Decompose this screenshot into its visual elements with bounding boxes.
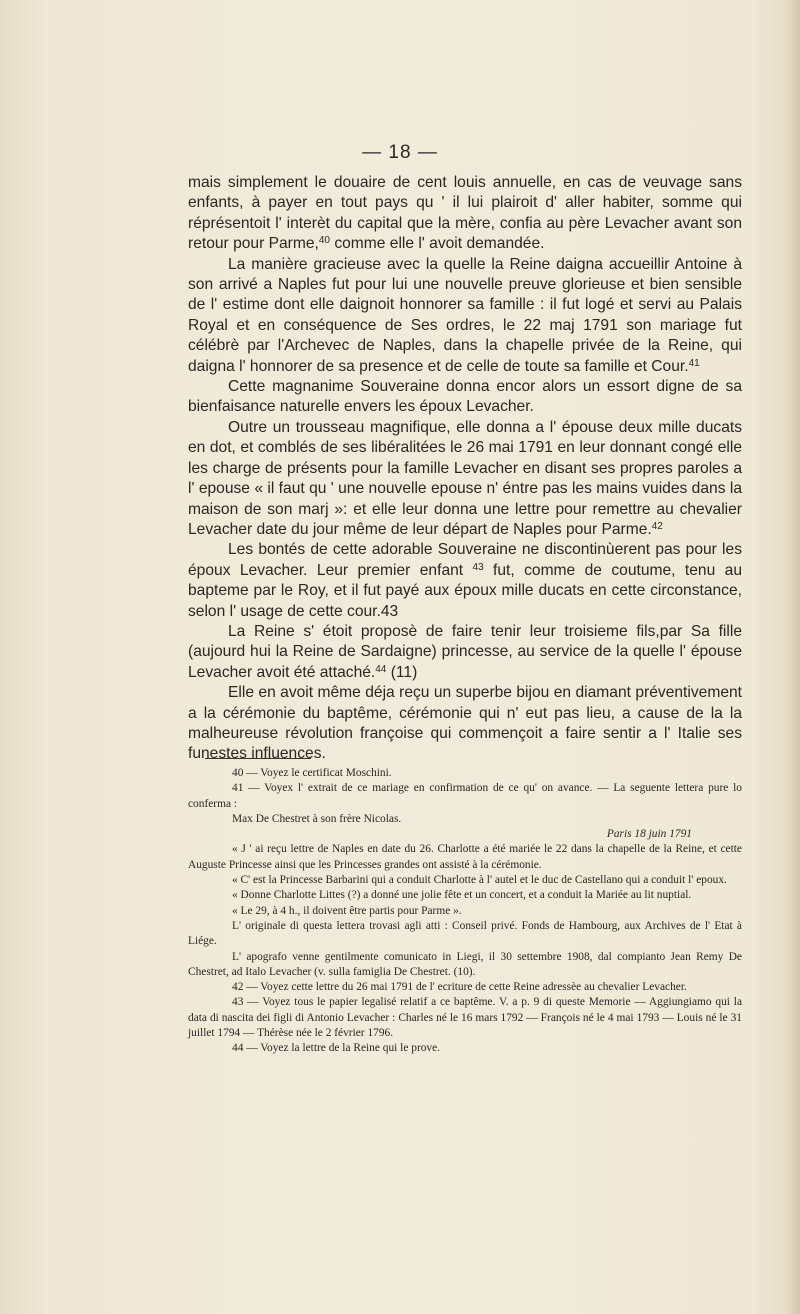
footnote: « J ' ai reçu lettre de Naples en date du 26. Charlotte a été mariée le 22 dans la chapelle de la Reine, et cette Auguste Princesse ainsi que les Princesses grandes ont assisté à la cérémonie. [188,843,742,871]
paragraph [188,377,742,418]
paragraph-text: Outre un trousseau magnifique, elle donna a l' épouse deux mille ducats en dot, et comblés de ses libéralitées le 26 mai 1791 en leur donnant congé elle les charge de présents pour la famille Levacher en disant ses propres paroles a l' epouse « il faut qu ' une nouvelle epouse n' éntre pas les mains vuides dans la maison de son marj »: et elle leur donna une lettre pour remettre au chevalier Levacher date du jour même de leur départ de Naples pour Parme. [188,418,742,538]
footnote: 44 — Voyez la lettre de la Reine qui le prove. [232,1042,441,1055]
main-text [188,173,742,765]
footnote-ref: 43 [472,561,484,573]
footnote: L' originale di questa lettera trovasi agli atti : Conseil privé. Fonds de Hambourg, aux Archives de l' Etat à Liége. [188,919,742,948]
footnote: 40 — Voyez le certificat Moschini. [232,767,392,779]
footnote: 41 — Voyex l' extrait de ce mariage en confirmation de ce qu' on avance. — La seguente lettera pure lo conferma : [188,782,742,810]
paragraph [188,683,742,765]
paragraph [188,255,742,377]
paragraph-text: comme elle l' avoit demandée. [330,235,545,253]
footnote: « C' est la Princesse Barbarini qui a conduit Charlotte à l' autel et le duc de Castellano qui a conduit l' epoux. [232,874,727,887]
footnotes [188,766,742,1057]
footnote-ref: 44 [375,663,387,675]
page-number: — 18 — [362,142,438,163]
footnote-ref: 41 [688,357,700,369]
paragraph-text: Cette magnanime Souveraine donna encor alors un essort digne de sa bienfaisance naturelle envers les époux Levacher. [188,378,742,416]
paragraph-text: mais simplement le douaire de cent louis annuelle, en cas de veuvage sans enfants, à payer en tout pays qu ' il lui plairoit d' aller habiter, somme qui réprésentoit l' interèt du capital que la mère, confia au père Levacher avant son retour pour Parme, [188,174,742,253]
paragraph-text: La manière gracieuse avec la quelle la Reine daigna accueillir Antoine à son arrivé a Naples fut pour lui une nouvelle preuve glorieuse et bien sensible de l' estime dont elle daignoit honnorer sa famille : il fut logé et servi au Palais Royal et en conséquence de Ses ordres, le 22 maj 1791 son mariage fut célébrè par l'Archevec de Naples, dans la chapelle privée de la Reine, qui daigna l' honnorer de sa presence et de celle de toute sa famille et Cour. [188,255,742,375]
footnote: 43 — Voyez tous le papier legalisé relatif a ce baptême. V. a p. 9 di queste Memorie — Aggiungiamo qui la data di nascita dei figli di Antonio Levacher : Charles né le 16 mars 1792 — François né le 4 mai 1793 — Louis né le 31 juillet 1794 — Thérèse née le 2 février 1796. [188,996,742,1040]
footnote: Max De Chestret à son frère Nicolas. [232,812,402,825]
paragraph-text: (11) [386,663,418,681]
footnote-dateline: Paris 18 juin 1791 [606,828,692,841]
paragraph-text: Elle en avoit même déja reçu un superbe bijou en diamant préventivement a la cérémonie du baptême, cérémonie qui n' eut pas lieu, a cause de la la malheureuse révolution françoise qui commençoit a faire sentir a l' Italie ses funestes influences. [188,684,742,763]
page-edge-shadow [786,0,800,1314]
footnote: L' apografo venne gentilmente comunicato in Liegi, il 30 settembre 1908, dal compianto Jean Remy De Chestret, ad Italo Levacher (v. sulla famiglia De Chestret. (10). [188,950,742,978]
paragraph-text: fut, comme de coutume, tenu au bapteme par le Roy, et il fut payé aux époux mille ducats en cette circonstance, selon l' usage de cette cour.43 [188,561,742,620]
paragraph [188,540,742,622]
footnote: 42 — Voyez cette lettre du 26 mai 1791 de l' ecriture de cette Reine adressèe au chevalier Levacher. [232,981,687,994]
footnote: « Donne Charlotte Littes (?) a donné une jolie fête et un concert, et a conduit la Mariée au lit nuptial. [232,889,692,902]
paragraph [188,418,742,540]
footnote-ref: 42 [651,520,663,532]
paragraph [188,173,742,255]
paragraph-text: La Reine s' étoit proposè de faire tenir leur troisieme fils,par Sa fille (aujourd hui la Reine de Sardaigne) princesse, au service de la quelle l' épouse Levacher avoit été attaché. [188,622,742,681]
paragraph-text: Les bontés de cette adorable Souveraine ne discontinùerent pas pour les époux Levacher. Leur premier enfant [188,541,742,579]
footnote-ref: 40 [318,235,330,247]
paragraph [188,622,742,683]
footnote: « Le 29, à 4 h., il doivent être partis pour Parme ». [232,904,462,917]
footnote-divider [205,758,311,759]
